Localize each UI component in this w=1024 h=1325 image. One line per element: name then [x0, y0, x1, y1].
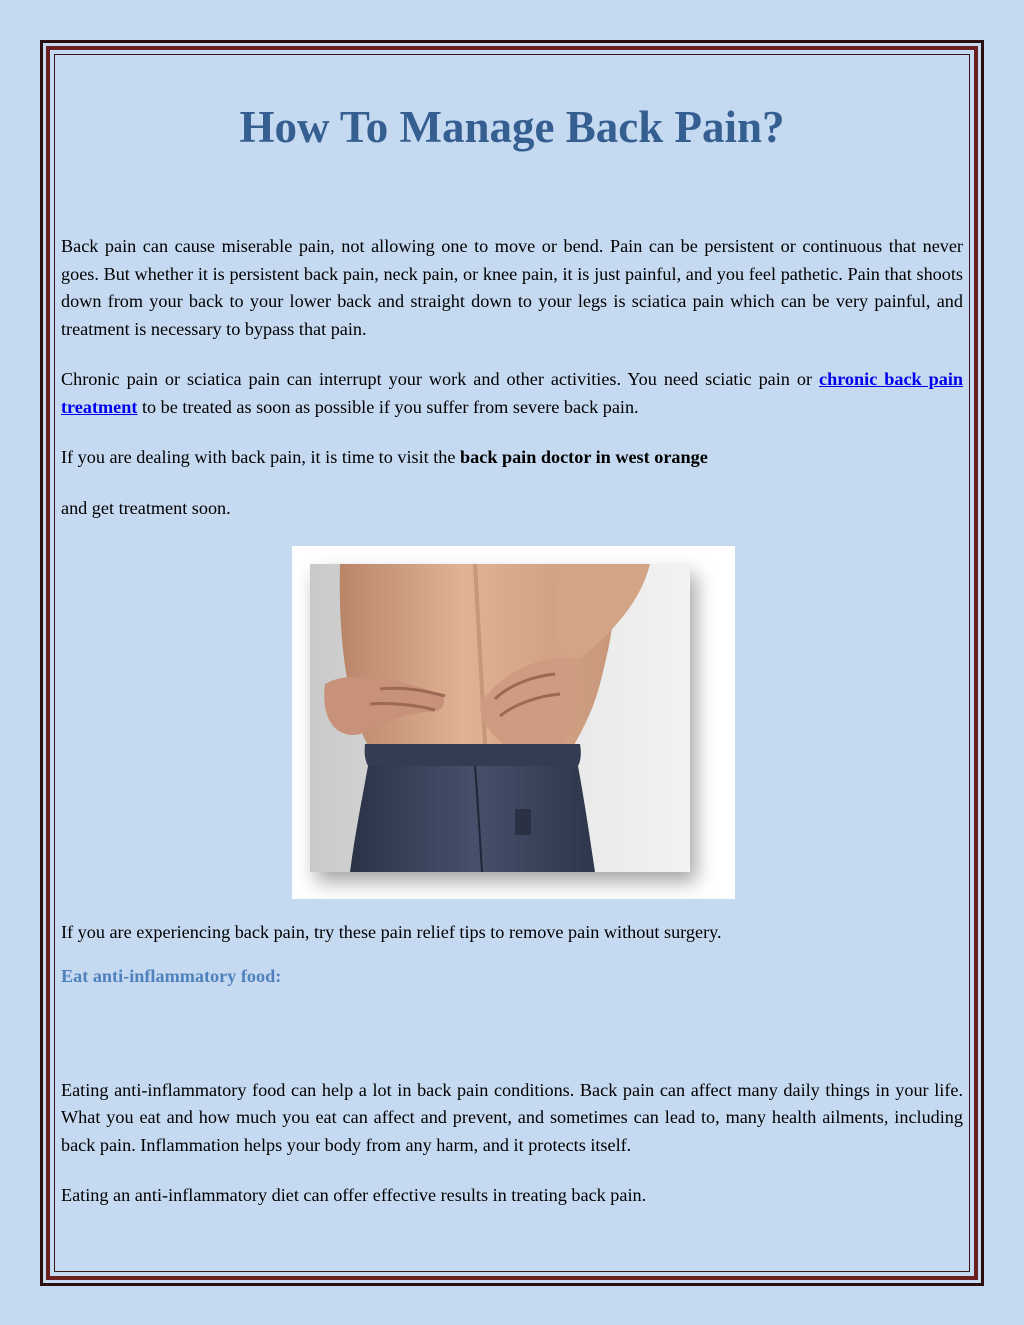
- doctor-paragraph-start: If you are dealing with back pain, it is time to visit the: [61, 447, 461, 467]
- intro-paragraph: Back pain can cause miserable pain, not allowing one to move or bend. Pain can be persistent or continuous that never goes. But whether it is persistent back pain, neck pain, or knee pain, it is just painful, and you feel pathetic. Pain that shoots down from your back to your lower back and straight down to your legs is sciatica pain which can be very painful, and treatment is necessary to bypass that pain.: [61, 236, 963, 339]
- back-pain-image: [292, 546, 735, 899]
- document-title: How To Manage Back Pain?: [239, 102, 785, 152]
- treatment-paragraph-end: to be treated as soon as possible if you suffer from severe back pain.: [137, 396, 639, 417]
- tips-intro-paragraph: If you are experiencing back pain, try these pain relief tips to remove pain without surgery.: [61, 922, 722, 942]
- treatment-paragraph: [61, 366, 963, 421]
- doctor-keyword: back pain doctor in west orange: [460, 447, 708, 467]
- section-spacer: [61, 990, 963, 1052]
- diet-paragraph: Eating an anti-inflammatory diet can offer effective results in treating back pain.: [61, 1185, 647, 1205]
- back-pain-photo-icon: [310, 564, 690, 872]
- chronic-back-pain-treatment-link[interactable]: chronic back pain treatment: [61, 369, 963, 417]
- anti-inflammatory-paragraph: Eating anti-inflammatory food can help a lot in back pain conditions. Back pain can affect many daily things in your life. What you eat and how much you eat can affect and prevent, and sometimes can lead to, many health ailments, including back pain. Inflammation helps your body from any harm, and it protects itself.: [61, 1079, 963, 1155]
- section-heading: Eat anti-inflammatory food:: [61, 965, 282, 986]
- document-content: [61, 98, 963, 1210]
- get-treatment-paragraph: and get treatment soon.: [61, 497, 231, 518]
- doctor-paragraph: [61, 444, 963, 472]
- treatment-paragraph-start: Chronic pain or sciatica pain can interrupt your work and other activities. You need sciatic pain or: [61, 369, 819, 389]
